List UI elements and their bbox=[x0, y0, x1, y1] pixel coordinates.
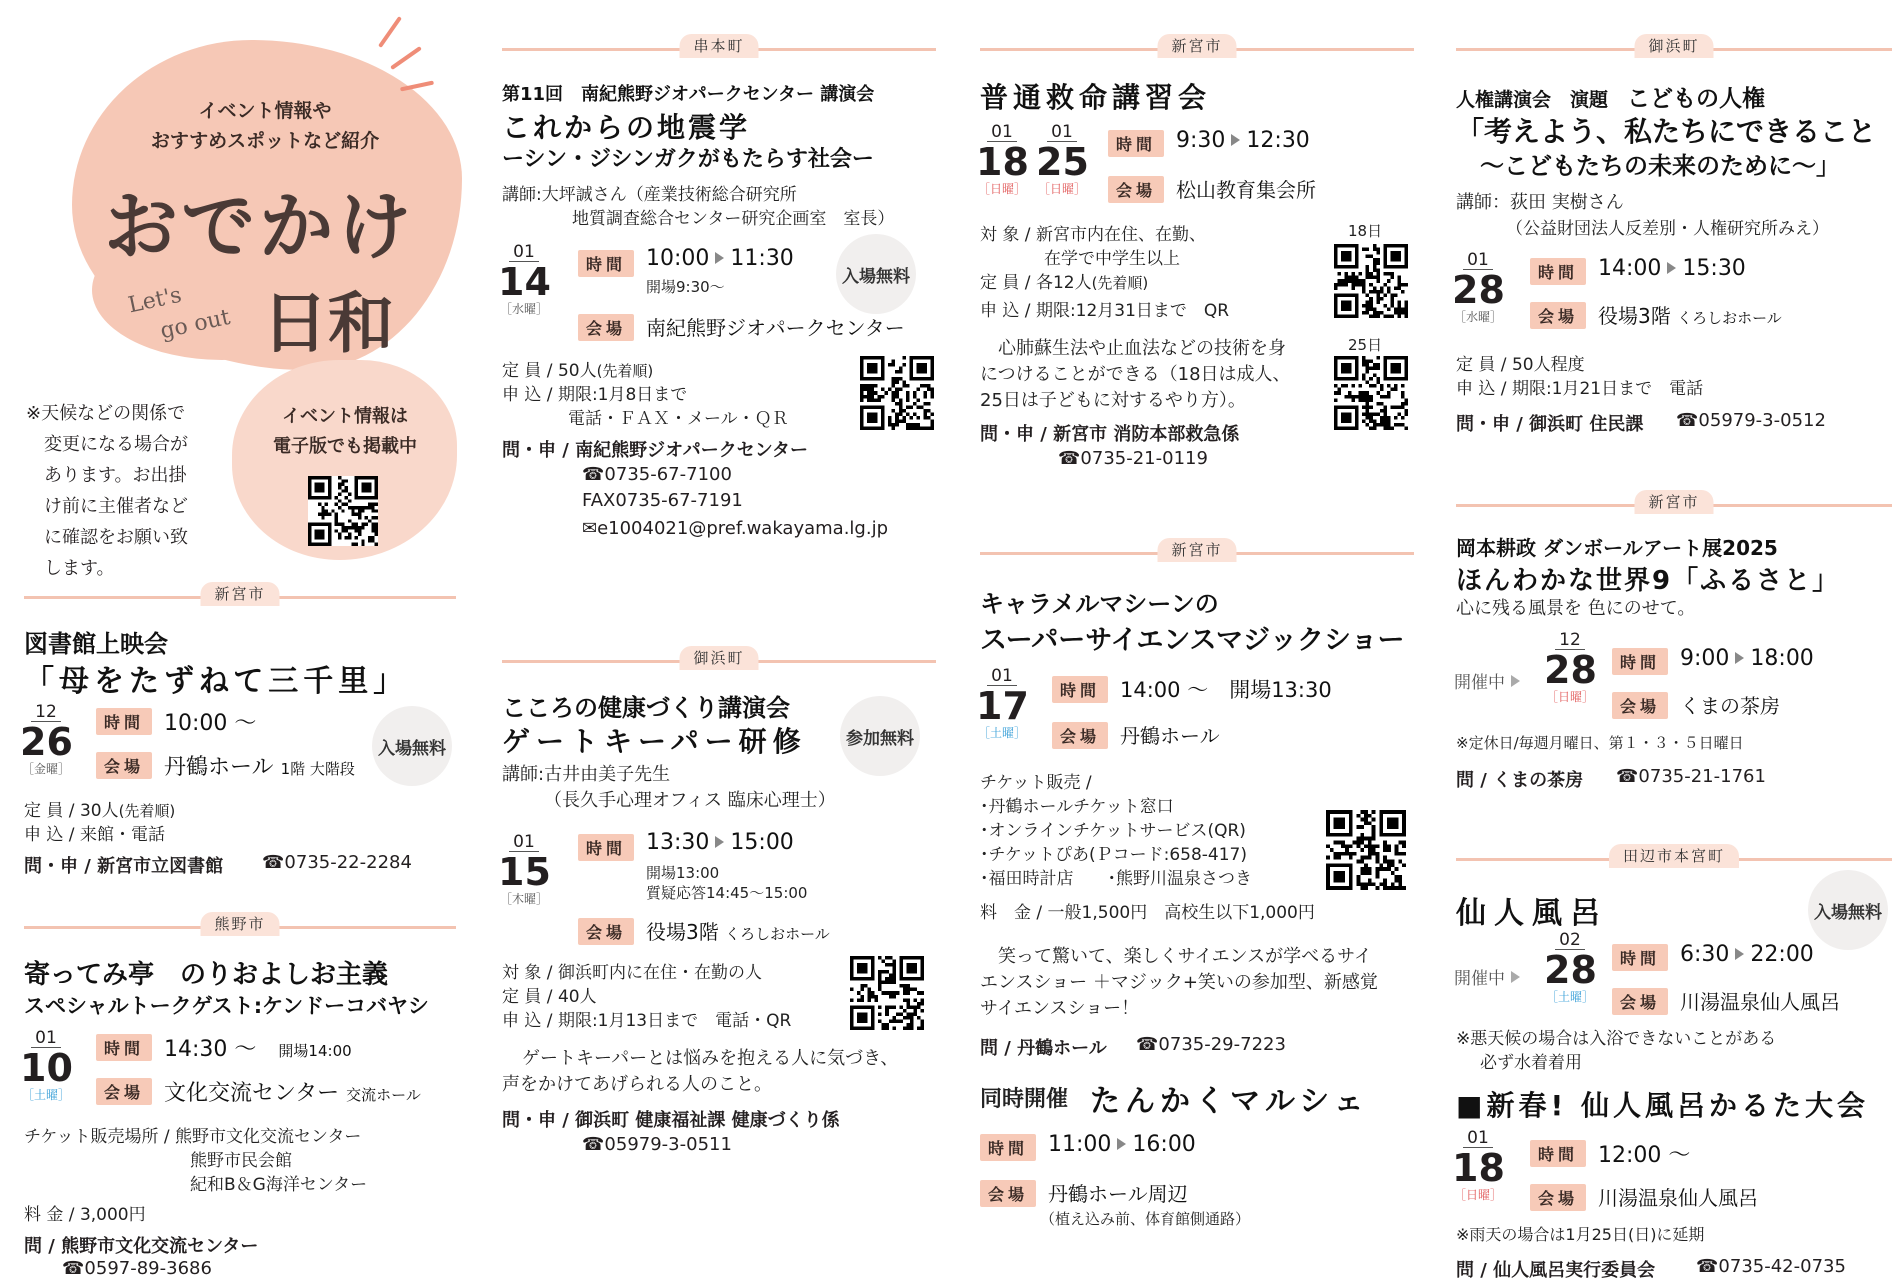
inquiry: 問 / 丹鶴ホール bbox=[980, 1038, 1107, 1059]
sub-event-venue: 川湯温泉仙人風呂 bbox=[1598, 1186, 1758, 1210]
lecturer: 地質調査総合センター研究企画室 室長） bbox=[572, 209, 895, 229]
description: サイエンスショー！ bbox=[980, 998, 1140, 1019]
event-title: 図書館上映会 bbox=[24, 630, 168, 658]
description: 心肺蘇生法や止血法などの技術を身 bbox=[998, 338, 1286, 359]
lecturer: 講師：荻田 実樹さん bbox=[1456, 192, 1624, 213]
note: ※定休日/毎週月曜日、第１・３・５日曜日 bbox=[1456, 734, 1744, 752]
inquiry: 問・申 / 御浜町 健康福祉課 健康づくり係 bbox=[502, 1110, 840, 1131]
event-venue: 役場3階 くろしおホール bbox=[646, 920, 830, 944]
event-subtitle: 心に残る風景を 色にのせて。 bbox=[1456, 598, 1696, 619]
time-label: 時間 bbox=[1530, 1140, 1586, 1167]
notice-line: します。 bbox=[44, 558, 115, 579]
event-pre-title: 第11回 南紀熊野ジオパークセンター 講演会 bbox=[502, 84, 875, 105]
venue-label: 会場 bbox=[980, 1180, 1036, 1207]
digital-line-1: イベント情報は bbox=[282, 406, 408, 427]
header-intro-2: おすすめスポットなど紹介 bbox=[150, 130, 380, 152]
lecturer: （公益財団法人反差別・人権研究所みえ） bbox=[1506, 219, 1829, 239]
qr-code[interactable] bbox=[1326, 810, 1406, 890]
event-date: 01 18 ［日曜］ bbox=[1452, 1128, 1505, 1202]
qr-code[interactable] bbox=[860, 356, 934, 430]
deco-line bbox=[400, 81, 434, 92]
free-entry-badge: 入場無料 bbox=[836, 234, 916, 314]
area-header: 新宮市 bbox=[980, 34, 1414, 58]
venue-label: 会場 bbox=[1108, 176, 1164, 203]
event-date: 01 18 ［日曜］ bbox=[976, 122, 1029, 196]
ticket-info: ･丹鶴ホールチケット窓口 bbox=[980, 797, 1174, 817]
event-venue: 文化交流センター 交流ホール bbox=[164, 1081, 421, 1106]
capacity: 定 員 / 50人程度 bbox=[1456, 355, 1585, 375]
event-title: キャラメルマシーンの bbox=[980, 590, 1219, 618]
event-title: ほんわかな世界9「ふるさと」 bbox=[1456, 566, 1841, 596]
sub-event-title: ■新春! 仙人風呂かるた大会 bbox=[1456, 1089, 1869, 1122]
event-venue: 松山教育集会所 bbox=[1176, 178, 1316, 202]
title-en-1: Let's bbox=[125, 282, 184, 319]
capacity: 定 員 / 各12人(先着順) bbox=[980, 273, 1149, 293]
ticket-info: ･オンラインチケットサービス(QR) bbox=[980, 821, 1246, 841]
area-header: 田辺市本宮町 bbox=[1456, 844, 1892, 868]
free-entry-badge: 入場無料 bbox=[372, 706, 452, 786]
qr-code[interactable] bbox=[1334, 356, 1408, 430]
inquiry: 問・申 / 新宮市 消防本部救急係 bbox=[980, 424, 1240, 445]
inquiry: 問・申 / 南紀熊野ジオパークセンター bbox=[502, 440, 809, 461]
deco-line bbox=[378, 16, 402, 48]
event-venue: 役場3階 くろしおホール bbox=[1598, 304, 1782, 328]
event-date: 01 28 ［水曜］ bbox=[1452, 250, 1505, 324]
event-pre-title: 岡本耕政 ダンボールアート展2025 bbox=[1456, 536, 1778, 560]
target: 対 象 / 新宮市内在住、在勤、 bbox=[980, 225, 1206, 245]
sub-event-time: 11:00 16:00 bbox=[1048, 1132, 1196, 1157]
description: 笑って驚いて、楽しくサイエンスが学べるサイ bbox=[998, 946, 1372, 967]
note: ※雨天の場合は1月25日(日)に延期 bbox=[1456, 1225, 1705, 1244]
venue-label: 会場 bbox=[1530, 302, 1586, 329]
apply: 申 込 / 期限:1月21日まで 電話 bbox=[1456, 379, 1704, 399]
notice-line: ※天候などの関係で bbox=[26, 403, 186, 424]
phone[interactable]: ☎0735-22-2284 bbox=[262, 852, 412, 873]
event-time: 6:30 22:00 bbox=[1680, 942, 1814, 967]
event-date: 02 28 ［土曜］ bbox=[1544, 930, 1597, 1004]
phone[interactable]: ☎0735-21-0119 bbox=[1058, 448, 1208, 469]
title-en-2: go out bbox=[158, 304, 233, 345]
qr-code[interactable] bbox=[850, 956, 924, 1030]
time-label: 時間 bbox=[96, 708, 152, 735]
capacity: 定 員 / 50人(先着順) bbox=[502, 361, 654, 381]
event-pre-title: 人権講演会 演題 こどもの人権 bbox=[1456, 86, 1766, 112]
event-venue: 丹鶴ホール bbox=[1120, 724, 1220, 748]
ticket-info: ･チケットぴあ(Ｐコード:658-417) bbox=[980, 845, 1247, 865]
qa-time: 質疑応答14:45～15:00 bbox=[646, 884, 808, 902]
event-title: 仙人風呂 bbox=[1456, 896, 1608, 931]
sub-event-note: （植え込み前、体育館側通路） bbox=[1040, 1210, 1251, 1228]
venue-label: 会場 bbox=[96, 752, 152, 779]
venue-label: 会場 bbox=[1612, 692, 1668, 719]
sub-event-time: 12:00 ～ bbox=[1598, 1143, 1691, 1168]
event-date: 01 17 ［土曜］ bbox=[976, 666, 1029, 740]
event-venue: 川湯温泉仙人風呂 bbox=[1680, 990, 1840, 1014]
lecturer: 講師:大坪誠さん（産業技術総合研究所 bbox=[502, 185, 797, 205]
qr-caption: 25日 bbox=[1348, 336, 1383, 354]
description: 25日は子どもに対するやり方）。 bbox=[980, 390, 1246, 411]
area-header: 新宮市 bbox=[1456, 490, 1892, 514]
title-jp: 日和 bbox=[262, 284, 394, 362]
target: 在学で中学生以上 bbox=[1044, 249, 1180, 269]
digital-line-2: 電子版でも掲載中 bbox=[273, 436, 417, 457]
event-time: 14:30 ～ 開場14:00 bbox=[164, 1037, 352, 1062]
ticket-info: チケット販売 / bbox=[980, 773, 1092, 793]
email[interactable]: ✉e1004021@pref.wakayama.lg.jp bbox=[582, 518, 889, 539]
qr-caption: 18日 bbox=[1348, 222, 1383, 240]
inquiry: 問 / くまの茶房 bbox=[1456, 770, 1584, 791]
description: ゲートキーパーとは悩みを抱える人に気づき、 bbox=[522, 1048, 899, 1069]
time-label: 時間 bbox=[1612, 944, 1668, 971]
venue-label: 会場 bbox=[1612, 988, 1668, 1015]
event-date: 12 26 ［金曜］ bbox=[20, 702, 73, 776]
capacity: 定 員 / 40人 bbox=[502, 987, 597, 1007]
event-time: 14:00 ～ 開場13:30 bbox=[1120, 678, 1332, 702]
area-header: 新宮市 bbox=[24, 582, 456, 606]
open-time: 開場9:30～ bbox=[646, 278, 725, 296]
event-title: ゲートキーパー研修 bbox=[502, 725, 807, 758]
time-label: 時間 bbox=[1108, 130, 1164, 157]
sub-event-title: たんかくマルシェ bbox=[1090, 1084, 1369, 1119]
digital-qr-code[interactable] bbox=[308, 476, 378, 546]
lecturer: （長久手心理オフィス 臨床心理士） bbox=[544, 790, 836, 811]
time-label: 時間 bbox=[980, 1134, 1036, 1161]
inquiry: 問 / 熊野市文化交流センター bbox=[24, 1236, 259, 1257]
capacity: 定 員 / 30人(先着順) bbox=[24, 801, 176, 821]
event-title: 「考えよう、私たちにできること bbox=[1456, 115, 1877, 148]
event-date: 01 10 ［土曜］ bbox=[20, 1028, 73, 1102]
time-label: 時間 bbox=[578, 834, 634, 861]
event-title: これからの地震学 bbox=[502, 111, 751, 144]
description: 声をかけてあげられる人のこと。 bbox=[502, 1074, 772, 1095]
event-title: ～こどもたちの未来のために～」 bbox=[1480, 152, 1840, 180]
event-time: 13:30 15:00 bbox=[646, 830, 794, 855]
apply: 申 込 / 期限:1月8日まで bbox=[502, 385, 688, 405]
phone[interactable]: ☎05979-3-0511 bbox=[582, 1134, 732, 1155]
ticket-info: 紀和B＆G海洋センター bbox=[190, 1175, 368, 1195]
note: ※悪天候の場合は入浴できないことがある bbox=[1456, 1029, 1777, 1049]
fax: FAX0735-67-7191 bbox=[582, 490, 743, 511]
notice-line: け前に主催者など bbox=[44, 496, 188, 517]
open-time: 開場13:00 bbox=[646, 864, 720, 882]
event-time: 9:30 12:30 bbox=[1176, 128, 1310, 153]
time-label: 時間 bbox=[1052, 676, 1108, 703]
notice-line: 変更になる場合が bbox=[44, 434, 188, 455]
event-venue: 南紀熊野ジオパークセンター bbox=[646, 316, 905, 340]
time-label: 時間 bbox=[1530, 258, 1586, 285]
notice-line: に確認をお願い致 bbox=[44, 527, 188, 548]
apply: 申 込 / 来館・電話 bbox=[24, 825, 165, 845]
ongoing-label: 開催中 bbox=[1454, 964, 1526, 989]
apply: 電話・ＦＡＸ・メール・ＱＲ bbox=[568, 409, 789, 429]
phone[interactable]: ☎0597-89-3686 bbox=[62, 1258, 212, 1279]
event-date: 01 15 ［木曜］ bbox=[498, 832, 551, 906]
deco-line bbox=[390, 46, 422, 70]
inquiry: 問・申 / 御浜町 住民課 bbox=[1456, 414, 1644, 435]
event-time: 9:00 18:00 bbox=[1680, 646, 1814, 671]
phone[interactable]: ☎0735-21-1761 bbox=[1616, 766, 1766, 787]
event-title: 「母をたずねて三千里」 bbox=[24, 664, 409, 699]
area-header: 熊野市 bbox=[24, 912, 456, 936]
apply: 申 込 / 期限:1月13日まで 電話・QR bbox=[502, 1011, 792, 1031]
description: エンスショー ＋マジック+笑いの参加型、新感覚 bbox=[980, 972, 1378, 993]
event-time: 14:00 15:30 bbox=[1598, 256, 1746, 281]
venue-label: 会場 bbox=[578, 918, 634, 945]
target: 対 象 / 御浜町内に在住・在勤の人 bbox=[502, 963, 762, 983]
notice-text bbox=[26, 398, 188, 584]
event-time: 10:00 11:30 bbox=[646, 246, 794, 271]
event-time: 10:00 ～ bbox=[164, 711, 257, 736]
description: につけることができる（18日は成人、 bbox=[980, 364, 1291, 385]
event-title: スーパーサイエンスマジックショー bbox=[980, 625, 1405, 656]
venue-label: 会場 bbox=[96, 1078, 152, 1105]
qr-code[interactable] bbox=[1334, 244, 1408, 318]
ticket-info: ･福田時計店 ･熊野川温泉さつき bbox=[980, 869, 1252, 889]
ticket-info: 熊野市民会館 bbox=[190, 1151, 292, 1171]
free-participation-badge: 参加無料 bbox=[840, 696, 920, 776]
area-header: 御浜町 bbox=[1456, 34, 1892, 58]
time-label: 時間 bbox=[578, 250, 634, 277]
fee: 料 金 / 3,000円 bbox=[24, 1205, 146, 1225]
apply: 申 込 / 期限:12月31日まで QR bbox=[980, 301, 1230, 321]
free-entry-badge: 入場無料 bbox=[1808, 870, 1888, 950]
event-subtitle: ーシン・ジシンガクがもたらす社会ー bbox=[502, 147, 874, 172]
event-title: 寄ってみ亭 のりおよしお主義 bbox=[24, 960, 389, 990]
inquiry: 問・申 / 新宮市立図書館 bbox=[24, 856, 224, 877]
note: 必ず水着着用 bbox=[1480, 1053, 1582, 1073]
area-header: 新宮市 bbox=[980, 538, 1414, 562]
phone[interactable]: ☎0735-42-0735 bbox=[1696, 1256, 1846, 1277]
event-date: 01 14 ［水曜］ bbox=[498, 242, 551, 316]
event-venue: 丹鶴ホール 1階 大階段 bbox=[164, 755, 355, 780]
area-header: 御浜町 bbox=[502, 646, 936, 670]
event-venue: くまの茶房 bbox=[1680, 694, 1780, 718]
page-title: おでかけ bbox=[104, 184, 416, 270]
event-date: 01 25 ［日曜］ bbox=[1036, 122, 1089, 196]
time-label: 時間 bbox=[96, 1034, 152, 1061]
phone[interactable]: ☎05979-3-0512 bbox=[1676, 410, 1826, 431]
lecturer: 講師:古井由美子先生 bbox=[502, 764, 671, 785]
venue-label: 会場 bbox=[578, 314, 634, 341]
ticket-info: チケット販売場所 / 熊野市文化交流センター bbox=[24, 1127, 362, 1147]
fee: 料 金 / 一般1,500円 高校生以下1,000円 bbox=[980, 903, 1315, 923]
area-header: 串本町 bbox=[502, 34, 936, 58]
sub-event-venue: 丹鶴ホール周辺 bbox=[1048, 1182, 1188, 1206]
inquiry: 問 / 仙人風呂実行委員会 bbox=[1456, 1260, 1656, 1281]
phone[interactable]: ☎0735-67-7100 bbox=[582, 464, 732, 485]
venue-label: 会場 bbox=[1052, 722, 1108, 749]
event-date: 12 28 ［日曜］ bbox=[1544, 630, 1597, 704]
ongoing-label: 開催中 bbox=[1454, 668, 1526, 693]
event-subtitle: スペシャルトークゲスト:ケンドーコバヤシ bbox=[24, 994, 429, 1018]
venue-label: 会場 bbox=[1530, 1184, 1586, 1211]
sub-event-pre: 同時開催 bbox=[980, 1087, 1069, 1112]
notice-line: あります。お出掛 bbox=[44, 465, 187, 486]
event-title: 普通救命講習会 bbox=[980, 81, 1212, 114]
time-label: 時間 bbox=[1612, 648, 1668, 675]
event-title: こころの健康づくり講演会 bbox=[502, 694, 790, 722]
header-intro-1: イベント情報や bbox=[198, 100, 332, 122]
phone[interactable]: ☎0735-29-7223 bbox=[1136, 1034, 1286, 1055]
